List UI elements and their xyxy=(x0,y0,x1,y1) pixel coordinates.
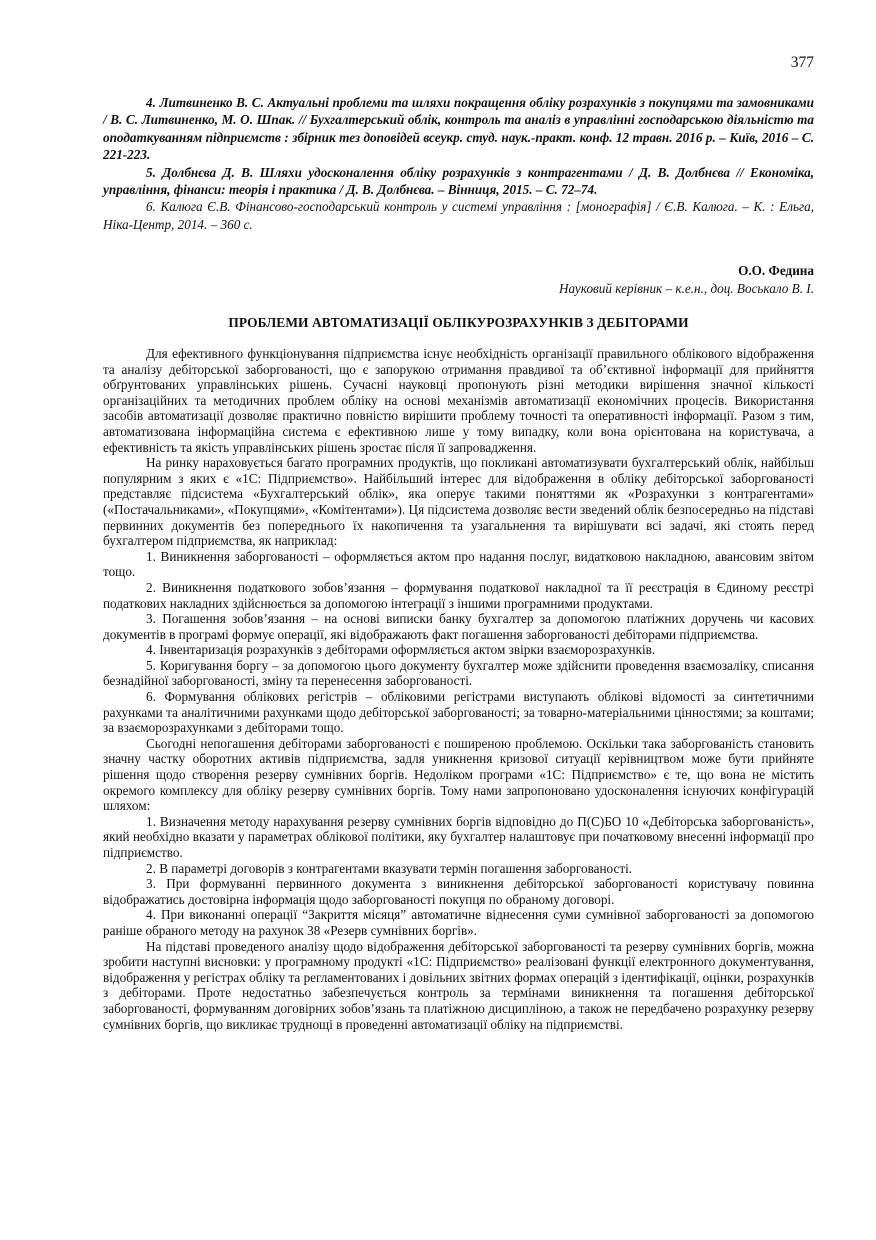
paragraph: Для ефективного функціонування підприємства існує необхідність організації правильного облікового відображення та аналізу дебіторської заборгованості, що є запорукою отримання правдивої та об’єктивної інформації для прийняття обґрунтованих управлінських рішень. Сучасні науковці пропонують різні методики вирішення значної кількості організаційних та методичних проблем обліку на основі механізмів автоматизації економічних процесів. Використання засобів автоматизації дозволяє практично повністю вирішити проблему точності та оперативності інформації. Разом з тим, автоматизована інформаційна система є ефективною лише у тому випадку, коли вона орієнтована на користувача, а ефективність та якість управлінських рішень зростає після її запровадження. xyxy=(103,346,814,455)
author-name: О.О. Федина xyxy=(738,263,814,278)
reference-item: 4. Литвиненко В. С. Актуальні проблеми та шляхи покращення обліку розрахунків з покупцями та замовниками / В. С. Литвиненко, М. О. Шпак. // Бухгалтерський облік, контроль та аналіз в управлінні господарською діяльністю та оподаткуванням підприємств : збірник тез доповідей всеукр. студ. наук.-практ. конф. 12 травн. 2016 р. – Київ, 2016 – С. 221-223. xyxy=(103,95,814,163)
list-item: 3. Погашення зобов’язання – на основі виписки банку бухгалтер за допомогою платіжних доручень чи касових документів в програмі формує операції, які відображають факт погашення заборгованості дебіторами підприємства. xyxy=(103,611,814,642)
list-item: 4. Інвентаризація розрахунків з дебіторами оформляється актом звірки взаєморозрахунків. xyxy=(146,642,656,658)
list-item: 2. В параметрі договорів з контрагентами вказувати термін погашення заборгованості. xyxy=(146,860,633,876)
list-item: 4. При виконанні операції “Закриття місяця” автоматичне віднесення суми сумнівної заборгованості за допомогою раніше обраного методу на рахунок 38 «Резерв сумнівних боргів». xyxy=(103,907,814,938)
paragraph: Сьогодні непогашення дебіторами заборгованості є поширеною проблемою. Оскільки така заборгованість становить значну частку оборотних активів підприємства, задля уникнення кризової ситуації керівництвом може бути прийняте рішення щодо створення резерву сумнівних боргів. Недоліком програми «1С: Підприємство» є те, що вона не містить окремого комплексу для обліку резерву сумнівних боргів. Тому нами запропоновано удосконалення існуючих конфігурацій шляхом: xyxy=(103,735,814,814)
paragraph: На підставі проведеного аналізу щодо відображення дебіторської заборгованості та резерву сумнівних боргів, можна зробити наступні висновки: у програмному продукті «1С: Підприємство» реалізовані функції електронного документування, відображення у регістрах обліку та регламентованих і довільних звітних формах операцій з ідентифікації, оцінки, розрахунків з дебіторами. Проте недостатньо забезпечується контроль за термінами виникнення та погашення дебіторської заборгованості, формуванням договірних зобов’язань та платіжною дисципліною, а також не передбачено розрахунку резерву сумнівних боргів, що викликає труднощі в проведенні автоматизації обліку на підприємстві. xyxy=(103,938,814,1032)
article-title: ПРОБЛЕМИ АВТОМАТИЗАЦІЇ ОБЛІКУРОЗРАХУНКІВ З ДЕБІТОРАМИ xyxy=(228,315,689,330)
list-item: 2. Виникнення податкового зобов’язання – формування податкової накладної та її реєстрація в Єдиному реєстрі податкових накладних здійснюється за допомогою інтеграції з іншими програмними продуктами. xyxy=(103,579,814,611)
paragraph: На ринку нараховується багато програмних продуктів, що покликані автоматизувати бухгалтерський облік, найбільш популярним з яких є «1С: Підприємство». Найбільший інтерес для відображення в обліку дебіторської заборгованості представляє підсистема «Бухгалтерський облік», яка оперує такими поняттями як «Розрахунки з контрагентами» («Постачальниками», «Покупцями», «Комітентами»). Ця підсистема дозволяє вести зведений облік безпосередньо на підставі первинних документів без попереднього їх накопичення та узагальнення та вирішувати всі задачі, які стоять перед бухгалтером підприємства, як наприклад: xyxy=(103,455,814,549)
list-item: 1. Виникнення заборгованості – оформляється актом про надання послуг, видатковою накладною, авансовим звітом тощо. xyxy=(103,548,814,580)
reference-item: 6. Калюга Є.В. Фінансово-господарський контроль у системі управління : [монографія] / Є.В. Калюга. – К. : Ельга, Ніка-Центр, 2014. – 360 с. xyxy=(103,199,814,232)
supervisor-line: Науковий керівник – к.е.н., доц. Воськало В. І. xyxy=(558,281,814,296)
author-block xyxy=(214,262,814,298)
article-body xyxy=(103,346,814,1032)
reference-list xyxy=(103,94,814,233)
list-item: 6. Формування облікових регістрів – обліковими регістрами виступають облікові відомості за синтетичними рахунками та аналітичними рахунками щодо дебіторської заборгованості; за товарно-матеріальними цінностями; за коштами; за взаєморозрахунками з дебіторами тощо. xyxy=(103,689,814,736)
reference-item: 5. Долбнєва Д. В. Шляхи удосконалення обліку розрахунків з контрагентами / Д. В. Долбнєва // Економіка, управління, фінанси: теорія і практика / Д. В. Долбнєва. – Вінниця, 2015. – С. 72–74. xyxy=(103,164,814,198)
page-number: 377 xyxy=(790,54,814,71)
list-item: 1. Визначення методу нарахування резерву сумнівних боргів відповідно до П(С)БО 10 «Дебіторська заборгованість», який необхідно вказати у параметрах облікової політики, яку бухгалтер налаштовує при початковому внесенні інформації про підприємство. xyxy=(103,813,814,860)
list-item: 5. Коригування боргу – за допомогою цього документу бухгалтер може здійснити проведення взаємозаліку, списання безнадійної заборгованості, зміну та перенесення заборгованості. xyxy=(103,657,814,689)
list-item: 3. При формуванні первинного документа з виникнення дебіторської заборгованості користувачу повинна відображатись достовірна інформація щодо заборгованості покупця по обраному договорі. xyxy=(103,876,814,907)
